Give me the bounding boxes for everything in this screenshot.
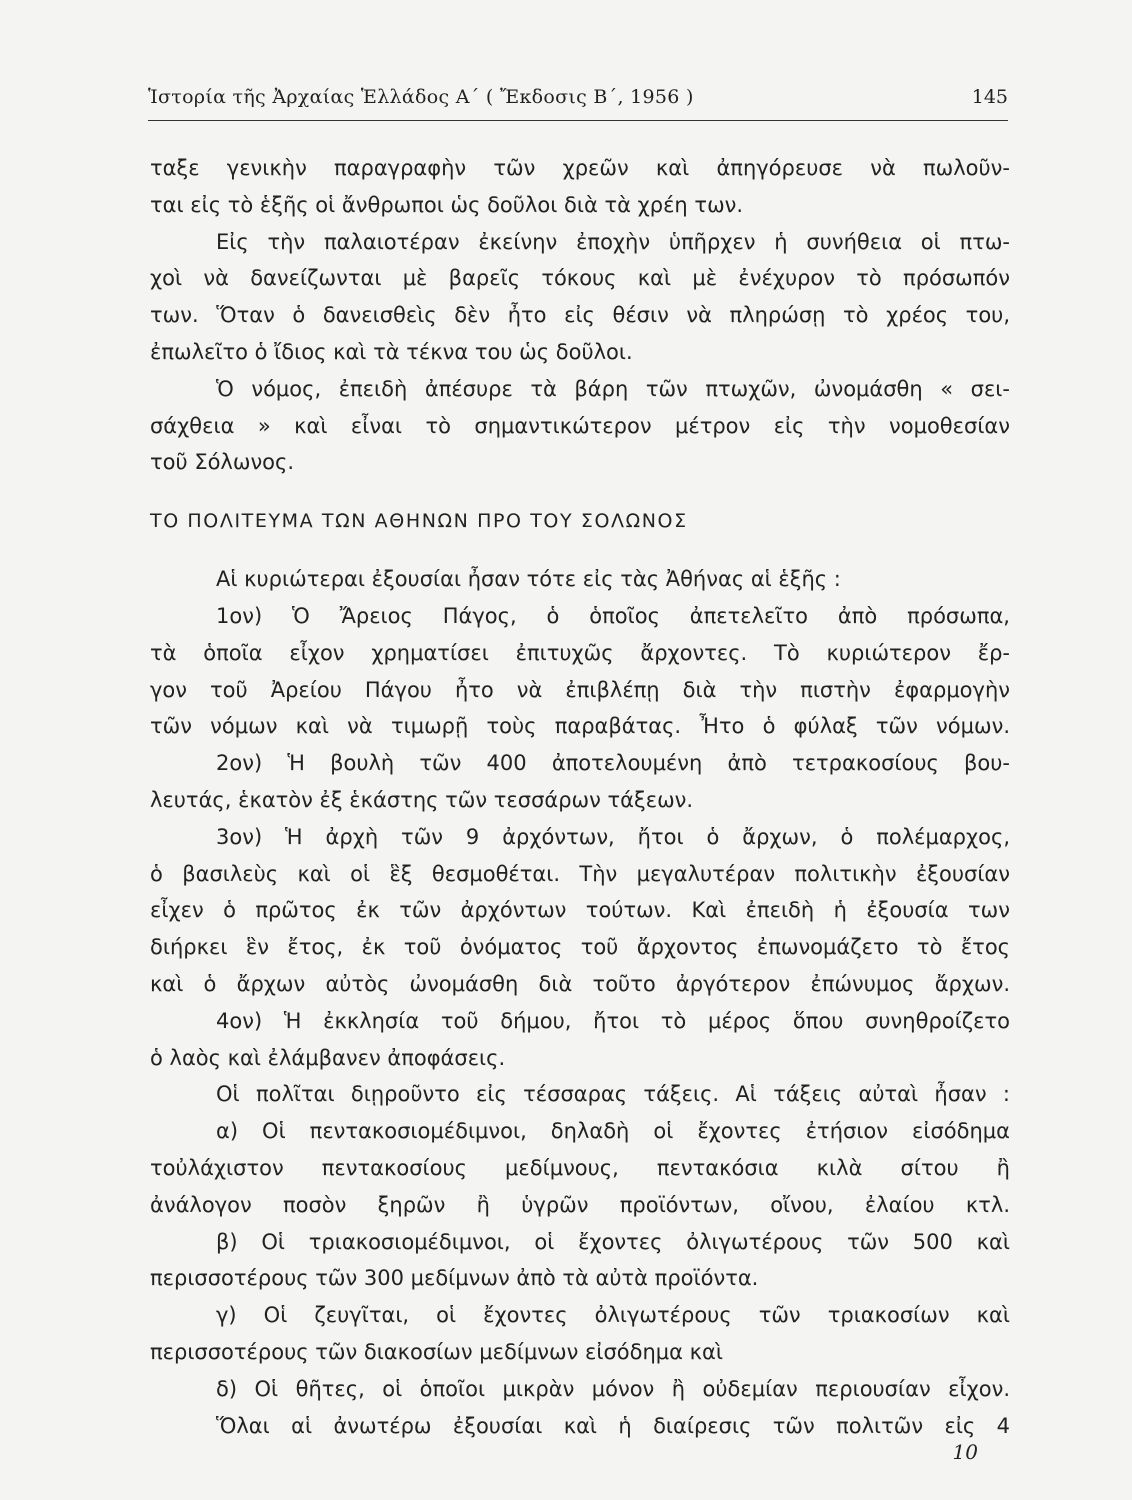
text-line: τοῦ Σόλωνος.	[150, 450, 295, 475]
text-line: διήρκει ἓν ἔτος, ἐκ τοῦ ὀνόματος τοῦ ἄρχοντος ἐπωνομάζετο τὸ ἔτος	[150, 935, 1010, 960]
text-line: ὁ λαὸς καὶ ἐλάμβανεν ἀποφάσεις.	[150, 1045, 506, 1070]
text-line: Ὅλαι αἱ ἀνωτέρω ἐξουσίαι καὶ ἡ διαίρεσις τῶν πολιτῶν εἰς 4	[216, 1413, 1010, 1438]
signature-mark: 10	[952, 1440, 978, 1464]
text-line: τοὐλάχιστον πεντακοσίους μεδίμνους, πεντακόσια κιλὰ σίτου ἢ	[150, 1155, 1010, 1180]
text-line: καὶ ὁ ἄρχων αὐτὸς ὠνομάσθη διὰ τοῦτο ἀργότερον ἐπώνυμος ἄρχων.	[150, 971, 1010, 996]
paragraph-1	[150, 150, 1010, 371]
page-number: 145	[971, 86, 1008, 108]
text-line: ὁ βασιλεὺς καὶ οἱ ἓξ θεσμοθέται. Τὴν μεγαλυτέραν πολιτικὴν ἐξουσίαν	[150, 861, 1010, 886]
text-line: Εἰς τὴν παλαιοτέραν ἐκείνην ἐποχὴν ὑπῆρχεν ἡ συνήθεια οἱ πτω-	[216, 229, 1010, 254]
text-line: ἐπωλεῖτο ὁ ἴδιος καὶ τὰ τέκνα του ὡς δοῦλοι.	[150, 339, 633, 364]
text-line: σάχθεια » καὶ εἶναι τὸ σημαντικώτερον μέτρον εἰς τὴν νομοθεσίαν	[150, 413, 1010, 438]
text-line: δ) Οἱ θῆτες, οἱ ὁποῖοι μικρὰν μόνον ἢ οὐδεμίαν περιουσίαν εἶχον.	[216, 1376, 1010, 1401]
text-line: γ) Οἱ ζευγῖται, οἱ ἔχοντες ὀλιγωτέρους τῶν τριακοσίων καὶ	[216, 1303, 1010, 1328]
text-line: 1ον) Ὁ Ἄρειος Πάγος, ὁ ὁποῖος ἀπετελεῖτο ἀπὸ πρόσωπα,	[216, 603, 1010, 628]
page-body	[150, 150, 1010, 1444]
text-line: των. Ὅταν ὁ δανεισθεὶς δὲν ἦτο εἰς θέσιν νὰ πληρώσῃ τὸ χρέος του,	[150, 303, 1010, 328]
text-line: ταξε γενικὴν παραγραφὴν τῶν χρεῶν καὶ ἀπηγόρευσε νὰ πωλοῦν-	[150, 156, 1010, 180]
text-line: 2ον) Ἡ βουλὴ τῶν 400 ἀποτελουμένη ἀπὸ τετρακοσίους βου-	[216, 751, 1010, 776]
text-line: τῶν νόμων καὶ νὰ τιμωρῇ τοὺς παραβάτας. Ἦτο ὁ φύλαξ τῶν νόμων.	[150, 714, 1010, 739]
text-line: ἀνάλογον ποσὸν ξηρῶν ἢ ὑγρῶν προϊόντων, οἴνου, ἐλαίου κτλ.	[150, 1192, 1010, 1217]
text-line: Αἱ κυριώτεραι ἐξουσίαι ἦσαν τότε εἰς τὰς Ἀθήνας αἱ ἑξῆς :	[216, 567, 841, 592]
text-line: 4ον) Ἡ ἐκκλησία τοῦ δήμου, ἤτοι τὸ μέρος ὅπου συνηθροίζετο	[216, 1008, 1010, 1033]
text-line: γον τοῦ Ἀρείου Πάγου ἦτο νὰ ἐπιβλέπῃ διὰ τὴν πιστὴν ἐφαρμογὴν	[150, 677, 1010, 702]
text-line: 3ον) Ἡ ἀρχὴ τῶν 9 ἀρχόντων, ἤτοι ὁ ἄρχων, ὁ πολέμαρχος,	[216, 824, 1010, 849]
text-line: β) Οἱ τριακοσιομέδιμνοι, οἱ ἔχοντες ὀλιγωτέρους τῶν 500 καὶ	[216, 1229, 1010, 1254]
paragraph-2	[150, 371, 1010, 481]
text-line: Οἱ πολῖται διῃροῦντο εἰς τέσσαρας τάξεις. Αἱ τάξεις αὐταὶ ἦσαν :	[216, 1082, 1010, 1107]
section-heading: ΤΟ ΠΟΛΙΤΕΥΜΑ ΤΩΝ ΑΘΗΝΩΝ ΠΡΟ ΤΟΥ ΣΟΛΩΝΟΣ	[150, 510, 688, 533]
text-line: εἶχεν ὁ πρῶτος ἐκ τῶν ἀρχόντων τούτων. Καὶ ἐπειδὴ ἡ ἐξουσία των	[150, 898, 1010, 923]
text-line: τὰ ὁποῖα εἶχον χρηματίσει ἐπιτυχῶς ἄρχοντες. Τὸ κυριώτερον ἔρ-	[150, 640, 1010, 665]
text-line: α) Οἱ πεντακοσιομέδιμνοι, δηλαδὴ οἱ ἔχοντες ἐτήσιον εἰσόδημα	[216, 1119, 1010, 1144]
text-line: χοὶ νὰ δανείζωνται μὲ βαρεῖς τόκους καὶ μὲ ἐνέχυρον τὸ πρόσωπόν	[150, 266, 1010, 291]
text-line: Ὁ νόμος, ἐπειδὴ ἀπέσυρε τὰ βάρη τῶν πτωχῶν, ὠνομάσθη « σει-	[216, 376, 1010, 401]
running-header	[148, 86, 1008, 121]
text-line: λευτάς, ἑκατὸν ἐξ ἑκάστης τῶν τεσσάρων τάξεων.	[150, 787, 694, 812]
text-line: ται εἰς τὸ ἑξῆς οἱ ἄνθρωποι ὡς δοῦλοι διὰ τὰ χρέη των.	[150, 192, 744, 217]
text-line: περισσοτέρους τῶν διακοσίων μεδίμνων εἰσόδημα καὶ	[150, 1339, 724, 1364]
paragraph-3	[150, 561, 1010, 1444]
text-line: περισσοτέρους τῶν 300 μεδίμνων ἀπὸ τὰ αὐτὰ προϊόντα.	[150, 1266, 759, 1291]
header-title: Ἱστορία τῆς Ἀρχαίας Ἑλλάδος Α΄ ( Ἔκδοσις Β΄, 1956 )	[148, 86, 694, 108]
